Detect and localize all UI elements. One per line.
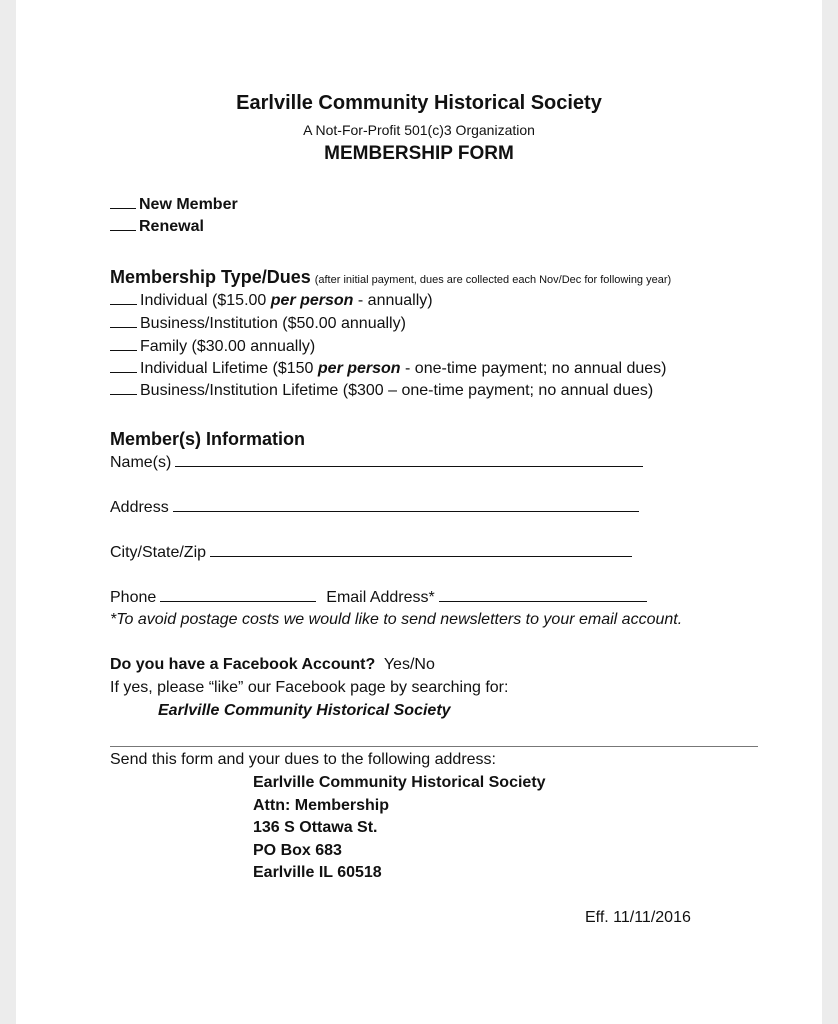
type-label-pre: Family ($30.00 annually) xyxy=(140,338,316,355)
phone-email-field-row[interactable] xyxy=(110,589,650,607)
membership-type-title: Membership Type/Dues xyxy=(110,267,311,287)
mailing-address-line: 136 S Ottawa St. xyxy=(253,819,378,836)
new-member-label: New Member xyxy=(139,196,238,213)
type-label-post: - annually) xyxy=(353,292,433,309)
org-name-title: Earlville Community Historical Society xyxy=(236,92,602,114)
email-input-line[interactable] xyxy=(439,600,647,602)
mailing-address-line: Earlville Community Historical Society xyxy=(253,774,546,791)
city-state-zip-input-line[interactable] xyxy=(210,555,632,557)
type-label-post: - one-time payment; no annual dues) xyxy=(400,360,667,377)
type-label-emphasis: per person xyxy=(317,360,401,377)
type-option-business[interactable] xyxy=(110,315,406,333)
type-label-pre: Business/Institution ($50.00 annually) xyxy=(140,315,406,332)
city-state-zip-field-row[interactable] xyxy=(110,544,635,562)
type-label-pre: Business/Institution Lifetime ($300 – one-time payment; no annual dues) xyxy=(140,382,654,399)
address-input-line[interactable] xyxy=(173,510,639,512)
type-option-business-lifetime[interactable] xyxy=(110,382,653,400)
type-checkbox-blank[interactable] xyxy=(110,349,137,351)
type-checkbox-blank[interactable] xyxy=(110,326,137,328)
renewal-label: Renewal xyxy=(139,218,204,235)
facebook-search-term: Earlville Community Historical Society xyxy=(158,702,451,719)
mailing-address-line: Earlville IL 60518 xyxy=(253,864,382,881)
form-title: MEMBERSHIP FORM xyxy=(324,143,514,164)
facebook-instruction: If yes, please “like” our Facebook page by searching for: xyxy=(110,679,509,696)
org-subtitle: A Not-For-Profit 501(c)3 Organization xyxy=(303,122,535,138)
address-label: Address xyxy=(110,499,169,516)
name-label: Name(s) xyxy=(110,454,172,471)
type-checkbox-blank[interactable] xyxy=(110,371,137,373)
name-input-line[interactable] xyxy=(175,465,643,467)
facebook-question-row xyxy=(110,656,435,674)
type-checkbox-blank[interactable] xyxy=(110,393,137,395)
type-label-pre: Individual ($15.00 xyxy=(140,292,271,309)
left-margin-shade xyxy=(0,0,16,1024)
renewal-checkbox-blank[interactable] xyxy=(110,229,136,231)
type-checkbox-blank[interactable] xyxy=(110,303,137,305)
facebook-answer-options: Yes/No xyxy=(383,656,435,673)
mailing-address-line: Attn: Membership xyxy=(253,797,389,814)
city-state-zip-label: City/State/Zip xyxy=(110,544,207,561)
email-label: Email Address* xyxy=(326,589,435,606)
membership-type-heading xyxy=(110,267,671,288)
type-option-individual[interactable] xyxy=(110,292,433,310)
mailing-address-line: PO Box 683 xyxy=(253,842,342,859)
new-member-checkbox-blank[interactable] xyxy=(110,207,136,209)
facebook-question: Do you have a Facebook Account? xyxy=(110,656,376,673)
section-divider xyxy=(110,746,758,747)
member-info-heading: Member(s) Information xyxy=(110,429,306,449)
phone-input-line[interactable] xyxy=(160,600,316,602)
renewal-option[interactable] xyxy=(110,218,204,236)
type-option-individual-lifetime[interactable] xyxy=(110,360,667,378)
phone-label: Phone xyxy=(110,589,157,606)
membership-dues-note: (after initial payment, dues are collected each Nov/Dec for following year) xyxy=(314,274,672,286)
mailing-intro: Send this form and your dues to the following address: xyxy=(110,751,496,768)
email-note: *To avoid postage costs we would like to send newsletters to your email account. xyxy=(110,611,683,628)
name-field-row[interactable] xyxy=(110,454,646,472)
type-option-family[interactable] xyxy=(110,338,315,356)
type-label-emphasis: per person xyxy=(270,292,354,309)
effective-date: Eff. 11/11/2016 xyxy=(585,909,691,926)
new-member-option[interactable] xyxy=(110,196,238,214)
type-label-pre: Individual Lifetime ($150 xyxy=(140,360,318,377)
right-margin-shade xyxy=(822,0,838,1024)
address-field-row[interactable] xyxy=(110,499,642,517)
